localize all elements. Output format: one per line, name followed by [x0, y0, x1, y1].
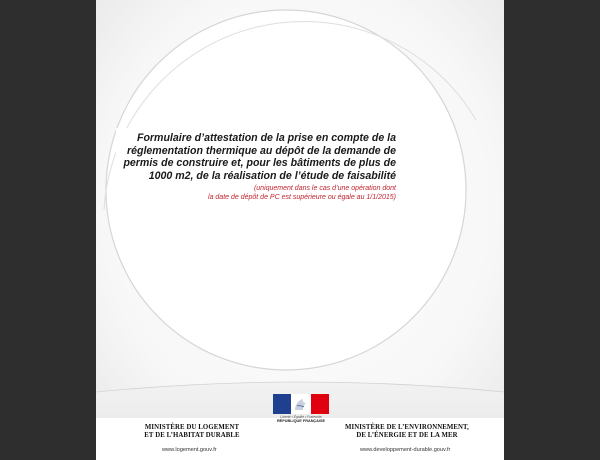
ministry-line: ET DE L’HABITAT DURABLE	[144, 432, 240, 440]
subtitle-line: (uniquement dans le cas d’une opération dont	[253, 185, 396, 193]
title-box	[116, 128, 400, 208]
title-line: Formulaire d’attestation de la prise en compte de la	[136, 132, 396, 144]
document-page	[96, 0, 504, 460]
logo-republic-label: RÉPUBLIQUE FRANÇAISE	[276, 419, 326, 423]
developpement-durable-url: www.developpement-durable.gouv.fr	[360, 447, 451, 453]
ministry-environnement	[332, 424, 482, 440]
subtitle-line: la date de dépôt de PC est supérieure ou égale au 1/1/2015)	[208, 194, 396, 202]
ministry-logement	[130, 424, 254, 440]
republique-francaise-logo	[271, 394, 331, 428]
logo-motto: Liberté • Égalité • Fraternité	[280, 415, 322, 419]
ministry-line: MINISTÈRE DE L’ENVIRONNEMENT,	[345, 424, 469, 431]
ministry-line: DE L’ÉNERGIE ET DE LA MER	[356, 432, 458, 440]
document-title	[120, 132, 396, 182]
title-line: 1000 m2, de la réalisation de l’étude de faisabilité	[148, 169, 396, 182]
marianne-flag-icon	[273, 394, 329, 414]
ministry-line: MINISTÈRE DU LOGEMENT	[144, 424, 240, 431]
page-background-arcs	[96, 0, 504, 460]
document-subtitle	[120, 184, 396, 202]
logement-url: www.logement.gouv.fr	[162, 447, 217, 453]
title-line: réglementation thermique au dépôt de la demande de	[126, 144, 396, 157]
title-line: permis de construire et, pour les bâtiments de plus de	[123, 157, 396, 170]
